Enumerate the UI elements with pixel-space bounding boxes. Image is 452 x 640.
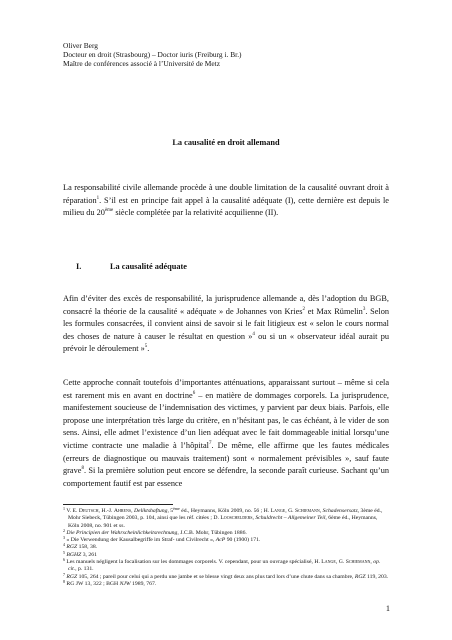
- footnote-ref-6[interactable]: 6: [192, 390, 196, 396]
- text-run: ,: [252, 515, 256, 522]
- page-number: 1: [385, 604, 390, 613]
- text-run: ,: [370, 559, 374, 566]
- text-run: Cette approche connaît toutefois d’importantes atténuations, apparaissant surtout – même si cela est rarement mis en avant en doctrine: [63, 378, 389, 400]
- text-run: , J.C.B. Mohr, Tübingen 1886.: [177, 529, 247, 536]
- section-heading: [76, 262, 187, 271]
- footnote-separator: [63, 504, 173, 505]
- footnote-number: 3: [63, 535, 65, 541]
- author-surname: Lange: [321, 559, 336, 566]
- footnote-5: [63, 549, 389, 559]
- text-run: siècle complétée par la relativité acquilienne (II).: [113, 208, 279, 218]
- footnote-4: [63, 544, 389, 551]
- footnote-ref-1[interactable]: 1: [96, 195, 100, 201]
- author-surname: Schiemann: [295, 508, 320, 514]
- text-run: Afin d’éviter des excès de responsabilité, la jurisprudence allemande a, dès l’adoption du BGB, consacré la théorie de la causalité « adéquate » de Johannes von Kries: [63, 294, 389, 316]
- book-title: Deliktshaftung: [133, 508, 168, 514]
- paragraph-attenuations: [63, 377, 389, 490]
- text-run: Les manuels négligent la focalisation sur les dommages corporels. V. cependant, pour un ouvrage spécialisé, H.: [65, 559, 322, 566]
- author-surname: Ahrens: [113, 508, 132, 514]
- footnote-ref-5[interactable]: 5: [144, 344, 148, 350]
- footnote-number: 1: [63, 506, 65, 511]
- footnote-1: [63, 508, 389, 530]
- journal-title: NJW: [119, 580, 131, 587]
- author-position: Maître de conférences associé à l’Université de Metz: [63, 59, 220, 69]
- text-run: V. E.: [65, 508, 79, 514]
- text-run: , p. 131.: [75, 566, 94, 573]
- text-run: .: [147, 344, 150, 354]
- text-run: . Selon les formules consacrées, il convient ainsi de savoir si le fait litigieux est « selon le cours normal des choses de nature à causer le résultat en question »: [63, 306, 389, 341]
- text-run: 90 (1900) 171.: [225, 537, 261, 544]
- reporter-title: RGZ: [65, 573, 78, 580]
- text-run: 158, 38.: [77, 544, 98, 551]
- footnote-number: 6: [63, 557, 65, 563]
- superscript-eme: ème: [173, 506, 180, 511]
- text-run: « Die Verwendung der Kausalbegriffe im Straf- und Civilrecht »,: [65, 537, 216, 544]
- footnote-7: [63, 571, 389, 581]
- footnote-number: 5: [63, 549, 65, 555]
- author-surname: Lange: [270, 508, 286, 514]
- text-run: 3, 261: [81, 551, 97, 558]
- text-run: . Si la première solution peut encore se défendre, la seconde paraît curieuse. Sachant qu’un comportement fautif est par essence: [63, 466, 389, 488]
- footnote-6: [63, 559, 389, 574]
- journal-title: AcP: [215, 537, 226, 544]
- footnotes: [63, 508, 389, 588]
- paragraph-adequate-causality: [63, 293, 389, 356]
- text-run: 1989, 767.: [130, 580, 157, 587]
- text-run: . S’il est en principe fait appel à la causalité adéquate (I), cette dernière est depuis le milieu du 20: [63, 195, 389, 218]
- reporter-title: BGHZ: [65, 551, 82, 558]
- reporter-title: RGZ: [65, 544, 78, 551]
- text-run: , G.: [335, 559, 346, 566]
- footnote-number: 7: [63, 571, 65, 577]
- author-name: Oliver Berg: [63, 41, 98, 50]
- book-title: Schadensersatz: [322, 508, 358, 514]
- footnote-ref-2[interactable]: 2: [302, 306, 306, 312]
- author-degrees: Docteur en droit (Strasbourg) – Doctor iuris (Freiburg i. Br.): [63, 50, 242, 60]
- text-run: 119, 203.: [365, 573, 389, 580]
- text-run: , H.-J.: [98, 508, 114, 514]
- footnote-8: [63, 578, 389, 588]
- superscript-eme: ème: [104, 208, 114, 214]
- text-run: 105, 264 ; pareil pour celui qui a perdu une jambe et se blesse vingt deux ans plus tard lors d’une chute dans sa chambre,: [77, 573, 355, 580]
- text-run: , 3ème éd., Mohr Siebeck, Tübingen 2003, p. 104, ainsi que les réf. citées ; D.: [68, 508, 383, 522]
- section-number: I.: [76, 262, 82, 271]
- text-run: , G.: [285, 508, 296, 514]
- citation-abbrev: op. cit.: [68, 559, 381, 573]
- text-run: , 6ème éd., Heymanns, Köln 2008, no. 901 et ss.: [68, 515, 378, 529]
- text-run: ,: [319, 508, 323, 514]
- book-title: Schuldrecht – Allgemeiner Teil: [255, 515, 326, 522]
- author-block: [63, 41, 389, 69]
- text-run: , 5: [167, 508, 174, 514]
- footnote-3: [63, 537, 389, 544]
- text-run: – en matière de dommages corporels. La jurisprudence, manifestement soucieuse de l’indemnisation des victimes, y parvient par deux biais. Parfois, elle propose une interprétation très large du critère, en n’hésitant pas, le cas échéant, à le vider de son sens. Ainsi, elle admet l’existence d’un lien adéquat avec le fait dommageable initial lorsqu’une victime contracte une maladie à l’hôpital: [63, 390, 389, 450]
- text-run: La responsabilité civile allemande procède à une double limitation de la causalité ouvrant droit à réparation: [63, 183, 389, 205]
- footnote-number: 8: [63, 578, 65, 584]
- footnote-number: 2: [63, 527, 65, 533]
- text-run: ,: [131, 508, 134, 514]
- text-run: RG JW 13, 322 ; BGH: [65, 580, 120, 587]
- footnote-ref-3[interactable]: 3: [362, 306, 366, 312]
- section-title: La causalité adéquate: [110, 262, 187, 271]
- author-surname: Looschelders: [220, 515, 253, 522]
- reporter-title: RGZ: [354, 573, 366, 580]
- footnote-ref-8[interactable]: 8: [81, 466, 84, 472]
- author-surname: Deutsch: [78, 508, 99, 514]
- footnote-ref-7[interactable]: 7: [208, 440, 212, 446]
- text-run: éd., Heymanns, Köln 2009, no. 56 ; H.: [179, 508, 271, 514]
- paragraph-intro: [63, 182, 389, 220]
- text-run: ou si un « observateur idéal aurait pu prévoir le déroulement »: [63, 331, 389, 354]
- document-title: La causalité en droit allemand: [172, 138, 280, 147]
- text-run: . De même, elle affirme que les fautes médicales (erreurs de diagnostique ou mauvais traitement) sont « normalement prévisibles », sauf faute grave: [63, 440, 390, 476]
- author-surname: Schiemann: [345, 559, 371, 566]
- footnote-number: 4: [63, 542, 65, 548]
- text-run: et Max Rümelin: [305, 306, 363, 316]
- footnote-ref-4[interactable]: 4: [252, 331, 255, 337]
- book-title: Die Principien der Wahrscheinlichkeitsrechnung: [65, 529, 178, 536]
